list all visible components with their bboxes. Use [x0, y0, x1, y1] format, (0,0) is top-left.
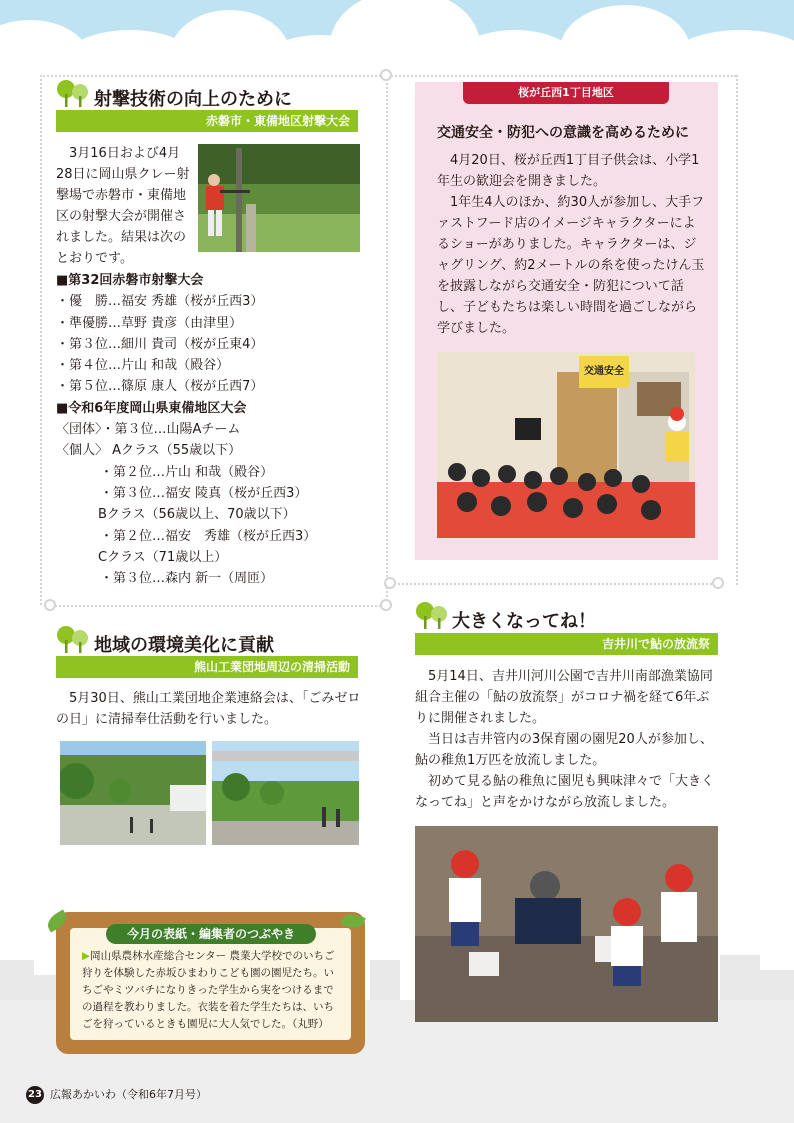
results-list	[56, 270, 366, 589]
paragraph: 初めて見る鮎の稚魚に園児も興味津々で「大きくなってね」と声をかけながら放流しました。	[415, 774, 715, 810]
frame-ring	[380, 69, 392, 81]
tree-icon	[56, 624, 90, 654]
result-line: ■第32回赤磐市射撃大会	[56, 273, 204, 288]
frame-ring	[380, 599, 392, 611]
cleanup-photo-left	[60, 741, 206, 845]
publication-name: 広報あかいわ（令和6年7月号）	[50, 1088, 207, 1101]
section-subtitle-bar: 熊山工業団地周辺の清掃活動	[56, 656, 358, 678]
traffic-safety-sign: 交通安全	[584, 366, 624, 377]
frame-line-mid-left	[48, 605, 388, 607]
section-title: 射撃技術の向上のために	[94, 89, 292, 110]
section-body	[56, 688, 361, 730]
result-line: ・第３位…福安 陵真（桜が丘西3）	[100, 485, 308, 501]
sky-edge	[0, 52, 794, 82]
result-line: ・準優勝…草野 貴彦（由津里）	[56, 315, 243, 331]
result-line: ・第５位…篠原 康人（桜が丘西7）	[56, 379, 264, 395]
shooting-photo	[198, 144, 360, 252]
editor-notes-text	[82, 948, 344, 1033]
section-body	[415, 666, 720, 813]
paragraph: 4月20日、桜が丘西1丁目子供会は、小学1年生の歓迎会を開きました。	[437, 153, 700, 189]
frame-ring	[384, 577, 396, 589]
result-line: ・第３位…森内 新一（周匝）	[100, 571, 274, 587]
paragraph: 当日は吉井管内の3保育園の園児20人が参加し、鮎の稚魚1万匹を放流しました。	[415, 732, 713, 768]
children-event-photo	[437, 352, 695, 538]
frame-line-mid-right	[390, 583, 720, 585]
frame-line-right	[736, 75, 738, 585]
result-line: 〈団体〉・第３位…山陽Aチーム	[56, 422, 241, 438]
editor-notes-body: 岡山県農林水産総合センター 農業大学校でのいちご狩りを体験した赤坂ひまわりこども園の園児たち。いちごやミツバチになりきった学生から実をつけるまでの過程を教わりました。衣装を着た学生たちは、いちごを狩っているときも園児に大人気でした。（丸野）	[82, 950, 335, 1030]
frame-line-left	[40, 75, 42, 605]
section-title: 交通安全・防犯への意識を高めるために	[437, 125, 689, 141]
frame-ring	[712, 577, 724, 589]
paragraph: 1年生4人のほか、約30人が参加し、大手ファストフード店のイメージキャラクターによるショーがありました。キャラクターは、ジャグリング、約2メートルの糸を使ったけん玉を披露しながら交通安全・防犯について話し、子どもたちは楽しい時間を過ごしながら学びました。	[437, 195, 705, 336]
tree-icon	[415, 600, 449, 630]
result-line: ・第４位…片山 和哉（殿谷）	[56, 358, 230, 374]
section-subtitle-bar: 赤磐市・東備地区射撃大会	[56, 110, 358, 132]
fish-release-photo	[415, 826, 718, 1022]
result-line: ■令和6年度岡山県東備地区大会	[56, 400, 247, 416]
editor-notes-board	[56, 912, 365, 1054]
result-line: ・第２位…片山 和哉（殿谷）	[100, 464, 274, 480]
triangle-bullet-icon: ▶	[82, 950, 91, 962]
paragraph: 5月30日、熊山工業団地企業連絡会は、「ごみゼロの日」に清掃奉仕活動を行いました。	[56, 691, 361, 727]
section-traffic-safety	[415, 82, 718, 560]
paragraph: 5月14日、吉井川河川公園で吉井川南部漁業協同組合主催の「鮎の放流祭」がコロナ禍を経て6年ぶりに開催されました。	[415, 669, 713, 726]
page-number: 23	[26, 1086, 44, 1104]
result-line: ・第２位…福安 秀雄（桜が丘西3）	[100, 528, 317, 544]
result-line: 〈個人〉 Aクラス（55歳以下）	[56, 443, 242, 459]
tree-icon	[56, 78, 90, 108]
frame-ring	[44, 599, 56, 611]
frame-line-center	[386, 75, 388, 605]
section-title: 大きくなってね！	[452, 611, 596, 632]
section-subtitle-bar: 吉井川で鮎の放流祭	[415, 633, 718, 655]
editor-notes-title: 今月の表紙・編集者のつぶやき	[106, 924, 316, 944]
result-line: Cクラス（71歳以上）	[98, 549, 228, 565]
intro-paragraph: 3月16日および4月28日に岡山県クレー射撃場で赤磐市・東備地区の射撃大会が開催されました。結果は次のとおりです。	[56, 146, 190, 266]
section-body	[437, 150, 705, 339]
section-title: 地域の環境美化に貢献	[94, 635, 274, 656]
result-line: ・優 勝…福安 秀雄（桜が丘西3）	[56, 294, 264, 310]
result-line: Bクラス（56歳以上、70歳以下）	[98, 507, 296, 523]
district-tab: 桜が丘西1丁目地区	[463, 82, 669, 104]
cleanup-photo-right	[212, 741, 359, 845]
result-line: ・第３位…細川 貴司（桜が丘東4）	[56, 336, 264, 352]
section-intro	[56, 143, 191, 269]
